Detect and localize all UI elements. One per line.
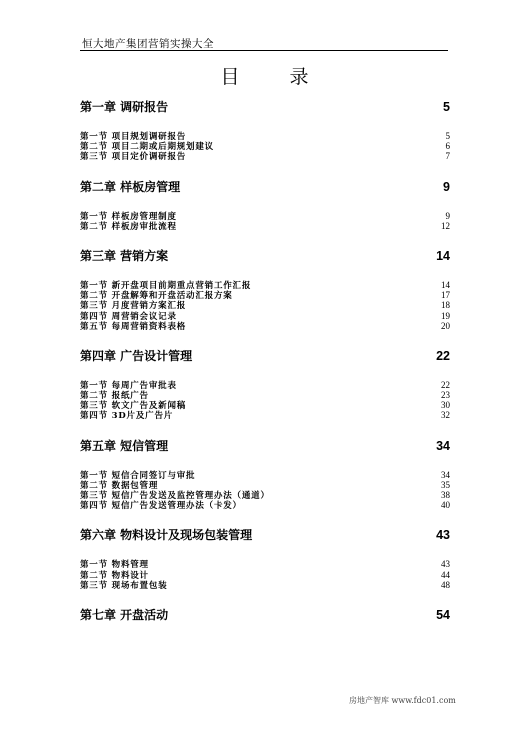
chapter-entry[interactable] <box>80 437 450 455</box>
section-page-number: 34 <box>441 469 450 480</box>
toc-title <box>0 62 529 89</box>
section-title: 第四节 周营销会议记录 <box>80 311 177 322</box>
section-title: 第二节 数据包管理 <box>80 480 159 491</box>
section-title: 第一节 每周广告审批表 <box>80 380 177 391</box>
table-of-contents <box>80 98 450 624</box>
section-page-number: 9 <box>445 210 450 221</box>
section-page-number: 17 <box>441 290 450 301</box>
section-title: 第二节 样板房审批流程 <box>80 221 177 232</box>
section-entry[interactable] <box>80 490 450 500</box>
section-page-number: 7 <box>445 151 450 162</box>
section-page-number: 6 <box>445 141 450 152</box>
chapter-entry[interactable] <box>80 526 450 544</box>
section-entry[interactable] <box>80 211 450 221</box>
section-entry[interactable] <box>80 300 450 310</box>
section-page-number: 43 <box>441 559 450 570</box>
section-entry[interactable] <box>80 500 450 510</box>
section-list <box>80 380 450 421</box>
toc-title-text: 目 录 <box>220 66 331 88</box>
section-title: 第四节 3D片及广告片 <box>80 411 174 422</box>
section-entry[interactable] <box>80 480 450 490</box>
chapter-page-number: 14 <box>436 248 450 263</box>
section-title: 第三节 月度营销方案汇报 <box>80 301 187 312</box>
section-entry[interactable] <box>80 410 450 420</box>
section-entry[interactable] <box>80 570 450 580</box>
section-page-number: 12 <box>441 220 450 231</box>
section-list <box>80 280 450 331</box>
section-page-number: 14 <box>441 279 450 290</box>
section-title: 第二节 开盘解筹和开盘活动汇报方案 <box>80 291 233 302</box>
section-entry[interactable] <box>80 221 450 231</box>
section-title: 第一节 项目规划调研报告 <box>80 132 187 142</box>
section-title: 第三节 短信广告发送及监控管理办法（通道） <box>80 491 270 501</box>
section-page-number: 48 <box>441 579 450 590</box>
section-list <box>80 470 450 511</box>
section-title: 第一节 短信合同签订与审批 <box>80 470 196 481</box>
section-page-number: 23 <box>441 390 450 401</box>
section-page-number: 30 <box>441 400 450 411</box>
chapter-page-number: 9 <box>443 179 450 194</box>
section-entry[interactable] <box>80 380 450 390</box>
section-entry[interactable] <box>80 131 450 141</box>
chapter-entry[interactable] <box>80 606 450 624</box>
chapter-entry[interactable] <box>80 347 450 365</box>
section-title: 第一节 新开盘项目前期重点营销工作汇报 <box>80 280 252 291</box>
section-entry[interactable] <box>80 321 450 331</box>
section-title: 第三节 项目定价调研报告 <box>80 152 187 163</box>
section-list <box>80 211 450 231</box>
section-page-number: 5 <box>445 131 450 141</box>
chapter-title: 第七章 开盘活动 <box>80 607 169 622</box>
section-page-number: 40 <box>441 500 450 511</box>
section-page-number: 20 <box>441 320 450 331</box>
section-title: 第五节 每周营销资料表格 <box>80 321 187 332</box>
section-entry[interactable] <box>80 390 450 400</box>
section-title: 第二节 报纸广告 <box>80 391 149 402</box>
chapter-title: 第五章 短信管理 <box>80 438 169 453</box>
section-page-number: 32 <box>441 410 450 421</box>
section-title: 第三节 软文广告及新闻稿 <box>80 401 187 412</box>
section-list <box>80 131 450 162</box>
section-page-number: 19 <box>441 310 450 321</box>
section-entry[interactable] <box>80 400 450 410</box>
footer-watermark: 房地产智库 www.fdc01.com <box>349 696 456 705</box>
chapter-page-number: 34 <box>436 438 450 453</box>
section-page-number: 44 <box>441 569 450 580</box>
section-entry[interactable] <box>80 311 450 321</box>
section-page-number: 18 <box>441 300 450 311</box>
section-entry[interactable] <box>80 580 450 590</box>
section-entry[interactable] <box>80 470 450 480</box>
chapter-title: 第六章 物料设计及现场包装管理 <box>80 528 253 543</box>
document-header: 恒大地产集团营销实操大全 <box>82 38 214 50</box>
chapter-entry[interactable] <box>80 247 450 265</box>
section-list <box>80 559 450 590</box>
chapter-title: 第三章 营销方案 <box>80 248 169 263</box>
section-page-number: 38 <box>441 490 450 500</box>
section-title: 第一节 样板房管理制度 <box>80 211 177 222</box>
section-title: 第二节 物料设计 <box>80 570 149 581</box>
chapter-entry[interactable] <box>80 98 450 116</box>
section-title: 第一节 物料管理 <box>80 560 149 571</box>
chapter-page-number: 22 <box>436 348 450 363</box>
section-title: 第三节 现场布置包装 <box>80 580 168 591</box>
section-entry[interactable] <box>80 151 450 161</box>
section-page-number: 35 <box>441 479 450 490</box>
section-title: 第四节 短信广告发送管理办法（卡发） <box>80 501 242 512</box>
chapter-page-number: 54 <box>436 607 450 622</box>
section-entry[interactable] <box>80 280 450 290</box>
section-page-number: 22 <box>441 379 450 390</box>
chapter-entry[interactable] <box>80 178 450 196</box>
chapter-title: 第二章 样板房管理 <box>80 179 181 194</box>
chapter-page-number: 43 <box>436 528 450 543</box>
chapter-page-number: 5 <box>443 100 450 114</box>
section-entry[interactable] <box>80 141 450 151</box>
chapter-title: 第四章 广告设计管理 <box>80 348 193 363</box>
chapter-title: 第一章 调研报告 <box>80 100 169 114</box>
section-title: 第二节 项目二期或后期规划建议 <box>80 142 214 153</box>
section-entry[interactable] <box>80 559 450 569</box>
section-entry[interactable] <box>80 290 450 300</box>
header-divider <box>80 50 448 51</box>
